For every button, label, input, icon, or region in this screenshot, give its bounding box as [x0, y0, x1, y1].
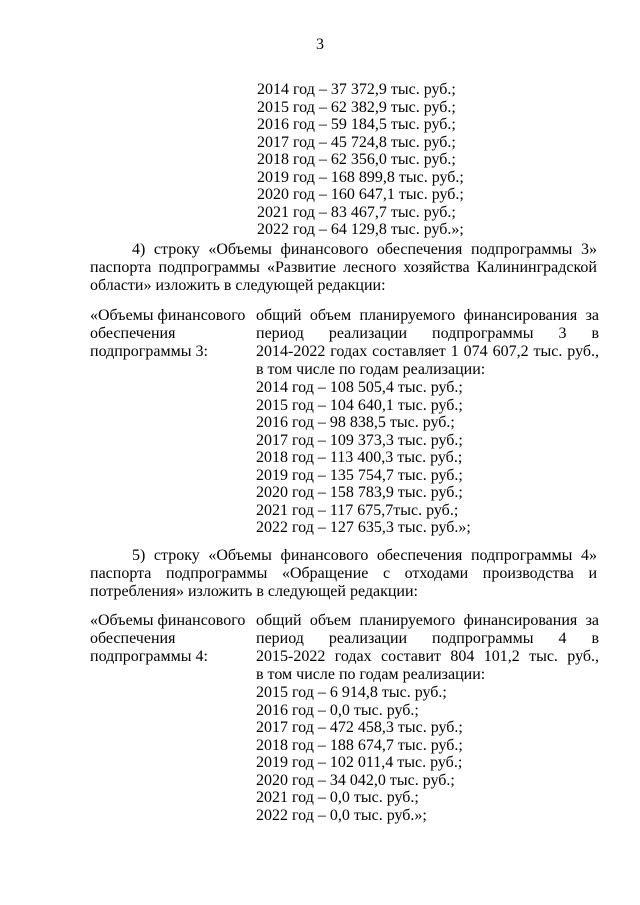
content-line: 2015-2022 годах составит 804 101,2 тыс. руб., — [256, 648, 599, 665]
year-line: 2017 год – 45 724,8 тыс. руб.; — [257, 133, 456, 151]
year-line: 2016 год – 59 184,5 тыс. руб.; — [257, 116, 456, 133]
paragraph-line: паспорта подпрограммы «Развитие лесного хозяйства Калининградской — [90, 259, 597, 276]
label-line: подпрограммы 3: — [90, 343, 208, 360]
paragraph-line: области» изложить в следующей редакции: — [90, 277, 386, 294]
page-number: 3 — [316, 36, 324, 53]
year-line: 2014 год – 37 372,9 тыс. руб.; — [257, 81, 456, 98]
content-line: общий объем планируемого финансирования за — [256, 307, 599, 324]
year-line: 2021 год – 0,0 тыс. руб.; — [256, 789, 419, 806]
year-line: 2018 год – 188 674,7 тыс. руб.; — [256, 736, 463, 754]
year-line: 2015 год – 6 914,8 тыс. руб.; — [256, 684, 447, 701]
content-line: в том числе по годам реализации: — [256, 361, 486, 378]
subprogram-3-years — [256, 379, 599, 537]
year-line: 2016 год – 0,0 тыс. руб.; — [256, 701, 419, 719]
content-line: период реализации подпрограммы 3 в — [256, 325, 599, 342]
content-line: период реализации подпрограммы 4 в — [256, 630, 599, 647]
year-line: 2014 год – 108 505,4 тыс. руб.; — [256, 379, 463, 396]
label-line: «Объемы финансового — [90, 307, 246, 324]
label-line: «Объемы финансового — [90, 612, 246, 629]
year-line: 2015 год – 104 640,1 тыс. руб.; — [256, 396, 463, 414]
year-line: 2015 год – 62 382,9 тыс. руб.; — [257, 98, 456, 116]
subprogram-4-label — [90, 612, 250, 666]
year-line: 2019 год – 135 754,7 тыс. руб.; — [256, 466, 463, 484]
year-line: 2018 год – 113 400,3 тыс. руб.; — [256, 449, 463, 466]
paragraph-line: паспорта подпрограммы «Обращение с отходами производства и — [90, 565, 597, 582]
year-line: 2018 год – 62 356,0 тыс. руб.; — [257, 151, 456, 168]
paragraph-line: 5) строку «Объемы финансового обеспечения подпрограммы 4» — [132, 547, 597, 564]
year-line: 2021 год – 83 467,7 тыс. руб.; — [257, 203, 456, 221]
year-line: 2022 год – 64 129,8 тыс. руб.»; — [257, 221, 464, 238]
top-years-list — [257, 81, 464, 239]
year-line: 2021 год – 117 675,7тыс. руб.; — [256, 501, 459, 519]
content-line: 2014-2022 годах составляет 1 074 607,2 тыс. руб., — [256, 343, 599, 360]
label-line: подпрограммы 4: — [90, 648, 208, 665]
content-line: общий объем планируемого финансирования за — [256, 612, 599, 629]
year-line: 2019 год – 168 899,8 тыс. руб.; — [257, 168, 464, 186]
paragraph-line: 4) строку «Объемы финансового обеспечения подпрограммы 3» — [132, 241, 597, 258]
subprogram-4-content — [256, 612, 599, 824]
paragraph-line: потребления» изложить в следующей редакции: — [90, 583, 418, 600]
label-line: обеспечения — [90, 630, 176, 647]
label-line: обеспечения — [90, 325, 176, 342]
year-line: 2017 год – 472 458,3 тыс. руб.; — [256, 719, 463, 736]
year-line: 2016 год – 98 838,5 тыс. руб.; — [256, 414, 455, 431]
content-line: в том числе по годам реализации: — [256, 666, 486, 683]
year-line: 2020 год – 158 783,9 тыс. руб.; — [256, 484, 463, 501]
year-line: 2022 год – 127 635,3 тыс. руб.»; — [256, 519, 471, 536]
year-line: 2019 год – 102 011,4 тыс. руб.; — [256, 754, 463, 771]
year-line: 2020 год – 34 042,0 тыс. руб.; — [256, 771, 455, 789]
subprogram-4-years — [256, 684, 599, 824]
year-line: 2017 год – 109 373,3 тыс. руб.; — [256, 431, 463, 449]
subprogram-3-label — [90, 307, 250, 361]
subprogram-3-content — [256, 307, 599, 537]
paragraph-5 — [90, 547, 597, 601]
year-line: 2020 год – 160 647,1 тыс. руб.; — [257, 186, 464, 203]
paragraph-4 — [90, 241, 597, 295]
year-line: 2022 год – 0,0 тыс. руб.»; — [256, 806, 427, 824]
